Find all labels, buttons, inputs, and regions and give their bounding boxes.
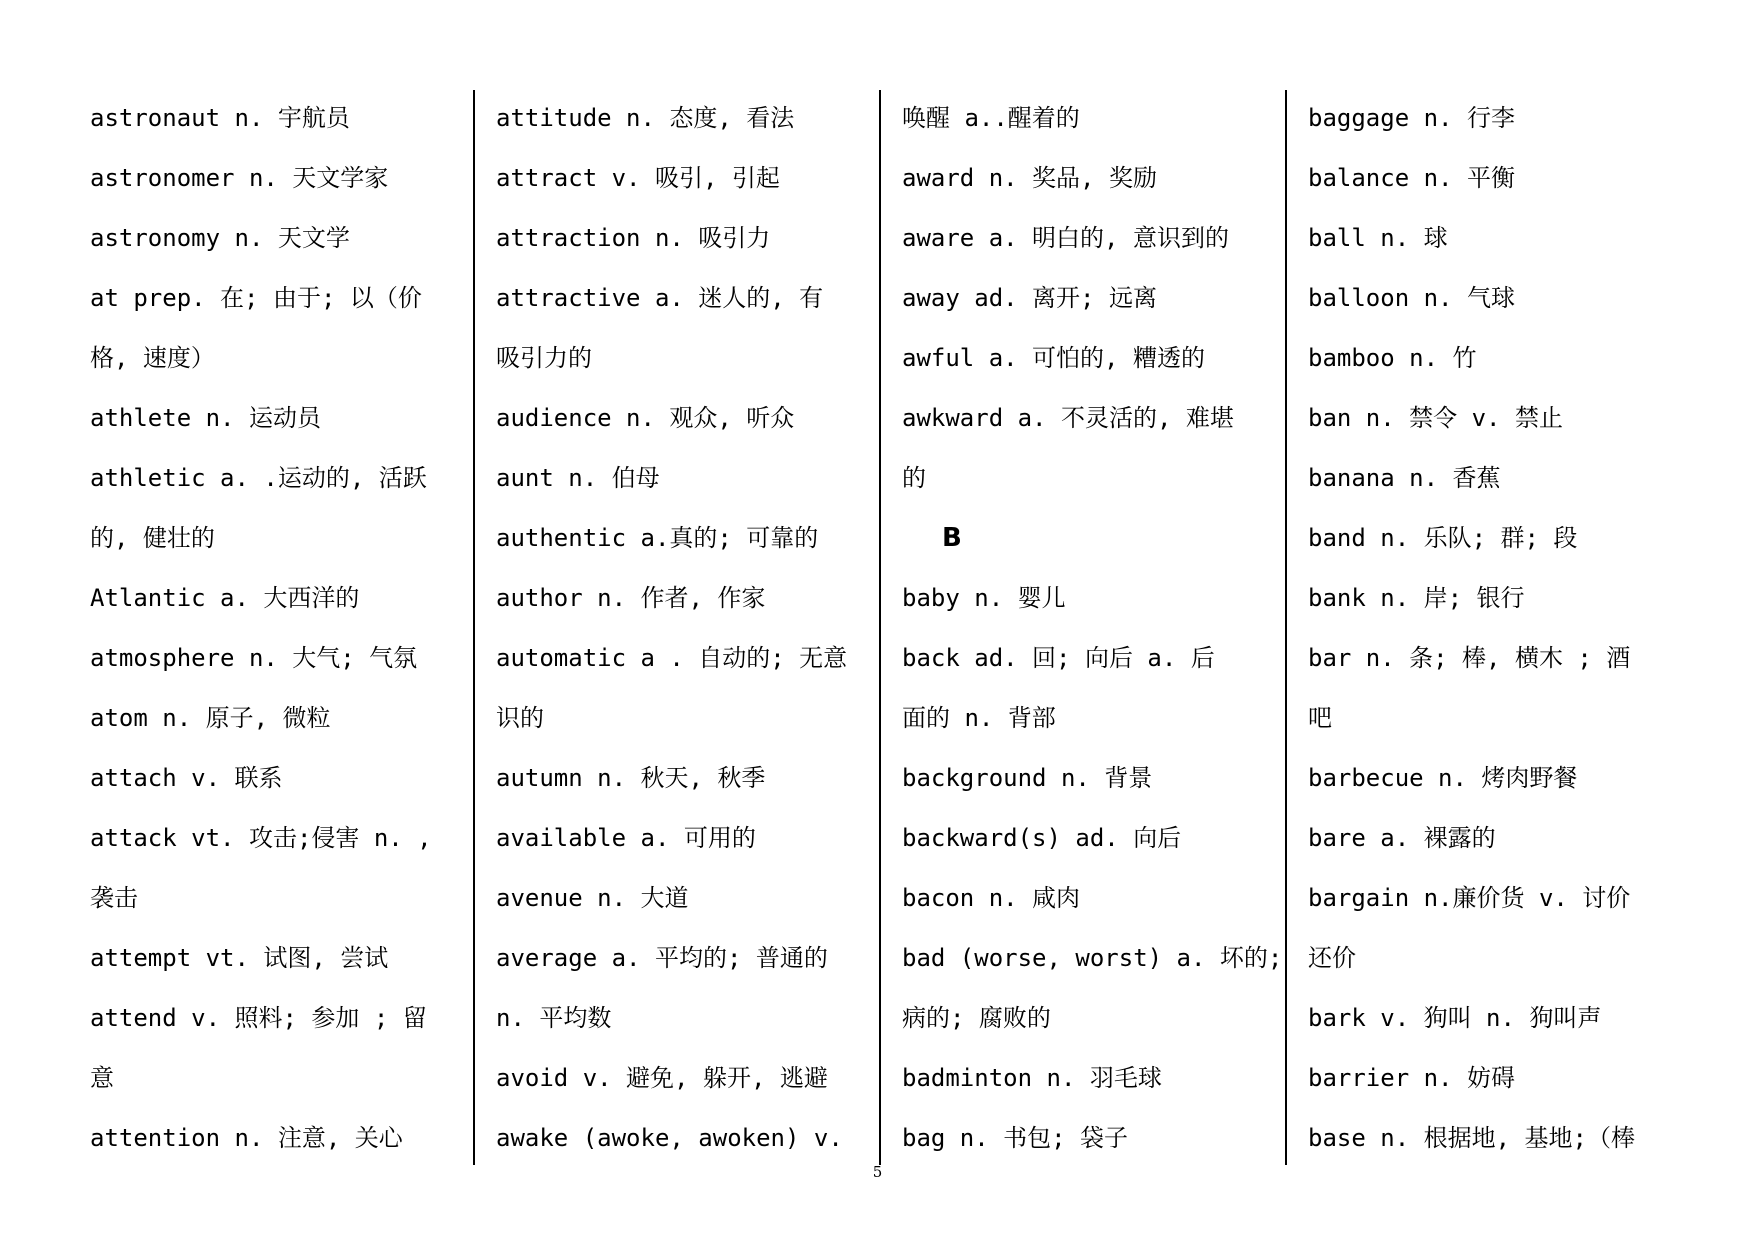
- entry-continuation: 袭击: [90, 884, 138, 912]
- vocab-entry: athlete n. 运动员: [90, 404, 321, 432]
- page-number: 5: [872, 1163, 883, 1181]
- entry-continuation: 病的; 腐败的: [902, 1004, 1051, 1032]
- entry-continuation: 格, 速度）: [90, 344, 215, 372]
- vocab-entry: attraction n. 吸引力: [496, 224, 771, 252]
- column-divider: [1285, 90, 1287, 1165]
- column-2: [496, 88, 868, 1168]
- vocab-entry: attend v. 照料; 参加 ; 留: [90, 1004, 427, 1032]
- vocab-entry: audience n. 观众, 听众: [496, 404, 795, 432]
- vocab-entry: barbecue n. 烤肉野餐: [1308, 764, 1578, 792]
- vocab-entry: banana n. 香蕉: [1308, 464, 1501, 492]
- vocab-entry: bargain n.廉价货 v. 讨价: [1308, 884, 1631, 912]
- vocab-entry: bar n. 条; 棒, 横木 ; 酒: [1308, 644, 1631, 672]
- section-heading: B: [942, 523, 962, 553]
- vocab-entry: ban n. 禁令 v. 禁止: [1308, 404, 1563, 432]
- vocab-entry: backward(s) ad. 向后: [902, 824, 1182, 852]
- vocab-entry: balance n. 平衡: [1308, 164, 1515, 192]
- vocab-entry: attack vt. 攻击;侵害 n. ,: [90, 824, 432, 852]
- column-divider: [473, 90, 475, 1165]
- vocab-entry: available a. 可用的: [496, 824, 756, 852]
- entry-continuation: 面的 n. 背部: [902, 704, 1056, 732]
- vocab-entry: atmosphere n. 大气; 气氛: [90, 644, 418, 672]
- vocab-entry: average a. 平均的; 普通的: [496, 944, 828, 972]
- vocab-entry: back ad. 回; 向后 a. 后: [902, 644, 1215, 672]
- entry-continuation: n. 平均数: [496, 1004, 612, 1032]
- entry-continuation: 的, 健壮的: [90, 524, 215, 552]
- entry-continuation: 意: [90, 1064, 114, 1092]
- vocab-entry: autumn n. 秋天, 秋季: [496, 764, 766, 792]
- vocab-entry: balloon n. 气球: [1308, 284, 1515, 312]
- vocab-entry: astronaut n. 宇航员: [90, 104, 350, 132]
- vocab-entry: astronomy n. 天文学: [90, 224, 350, 252]
- vocab-entry: base n. 根据地, 基地;（棒: [1308, 1124, 1635, 1152]
- entry-continuation: 识的: [496, 704, 544, 732]
- vocab-entry: award n. 奖品, 奖励: [902, 164, 1157, 192]
- vocab-entry: astronomer n. 天文学家: [90, 164, 389, 192]
- vocab-entry: attitude n. 态度, 看法: [496, 104, 795, 132]
- vocab-entry: bacon n. 咸肉: [902, 884, 1081, 912]
- entry-continuation: 唤醒 a..醒着的: [902, 104, 1080, 132]
- vocab-entry: baggage n. 行李: [1308, 104, 1515, 132]
- entry-continuation: 吧: [1308, 704, 1332, 732]
- vocab-entry: attach v. 联系: [90, 764, 283, 792]
- vocab-entry: awful a. 可怕的, 糟透的: [902, 344, 1205, 372]
- vocab-entry: band n. 乐队; 群; 段: [1308, 524, 1578, 552]
- vocab-entry: bank n. 岸; 银行: [1308, 584, 1525, 612]
- vocab-entry: awkward a. 不灵活的, 难堪: [902, 404, 1234, 432]
- vocab-entry: authentic a.真的; 可靠的: [496, 524, 819, 552]
- vocab-entry: baby n. 婴儿: [902, 584, 1066, 612]
- column-1: [90, 88, 462, 1168]
- vocab-entry: automatic a . 自动的; 无意: [496, 644, 848, 672]
- vocab-entry: bag n. 书包; 袋子: [902, 1124, 1129, 1152]
- entry-continuation: 的: [902, 464, 926, 492]
- vocab-entry: bad (worse, worst) a. 坏的;: [902, 944, 1283, 972]
- vocab-entry: bare a. 裸露的: [1308, 824, 1496, 852]
- vocab-entry: author n. 作者, 作家: [496, 584, 766, 612]
- vocab-entry: Atlantic a. 大西洋的: [90, 584, 360, 612]
- vocab-entry: bamboo n. 竹: [1308, 344, 1477, 372]
- vocab-entry: avenue n. 大道: [496, 884, 689, 912]
- vocab-entry: aware a. 明白的, 意识到的: [902, 224, 1229, 252]
- column-divider: [879, 90, 881, 1165]
- vocab-entry: ball n. 球: [1308, 224, 1448, 252]
- vocab-entry: barrier n. 妨碍: [1308, 1064, 1515, 1092]
- vocab-entry: attention n. 注意, 关心: [90, 1124, 403, 1152]
- vocab-entry: atom n. 原子, 微粒: [90, 704, 331, 732]
- vocab-entry: bark v. 狗叫 n. 狗叫声: [1308, 1004, 1602, 1032]
- entry-continuation: 还价: [1308, 944, 1356, 972]
- vocab-entry: background n. 背景: [902, 764, 1153, 792]
- vocab-entry: at prep. 在; 由于; 以（价: [90, 284, 422, 312]
- vocab-entry: attract v. 吸引, 引起: [496, 164, 780, 192]
- column-4: [1308, 88, 1708, 1168]
- column-3: [902, 88, 1283, 1168]
- vocab-entry: avoid v. 避免, 躲开, 逃避: [496, 1064, 828, 1092]
- vocab-entry: away ad. 离开; 远离: [902, 284, 1157, 312]
- entry-continuation: 吸引力的: [496, 344, 592, 372]
- vocab-entry: attractive a. 迷人的, 有: [496, 284, 824, 312]
- vocab-entry: badminton n. 羽毛球: [902, 1064, 1162, 1092]
- vocab-entry: attempt vt. 试图, 尝试: [90, 944, 389, 972]
- vocab-entry: aunt n. 伯母: [496, 464, 660, 492]
- vocab-entry: athletic a. .运动的, 活跃: [90, 464, 427, 492]
- vocab-entry: awake (awoke, awoken) v.: [496, 1124, 843, 1152]
